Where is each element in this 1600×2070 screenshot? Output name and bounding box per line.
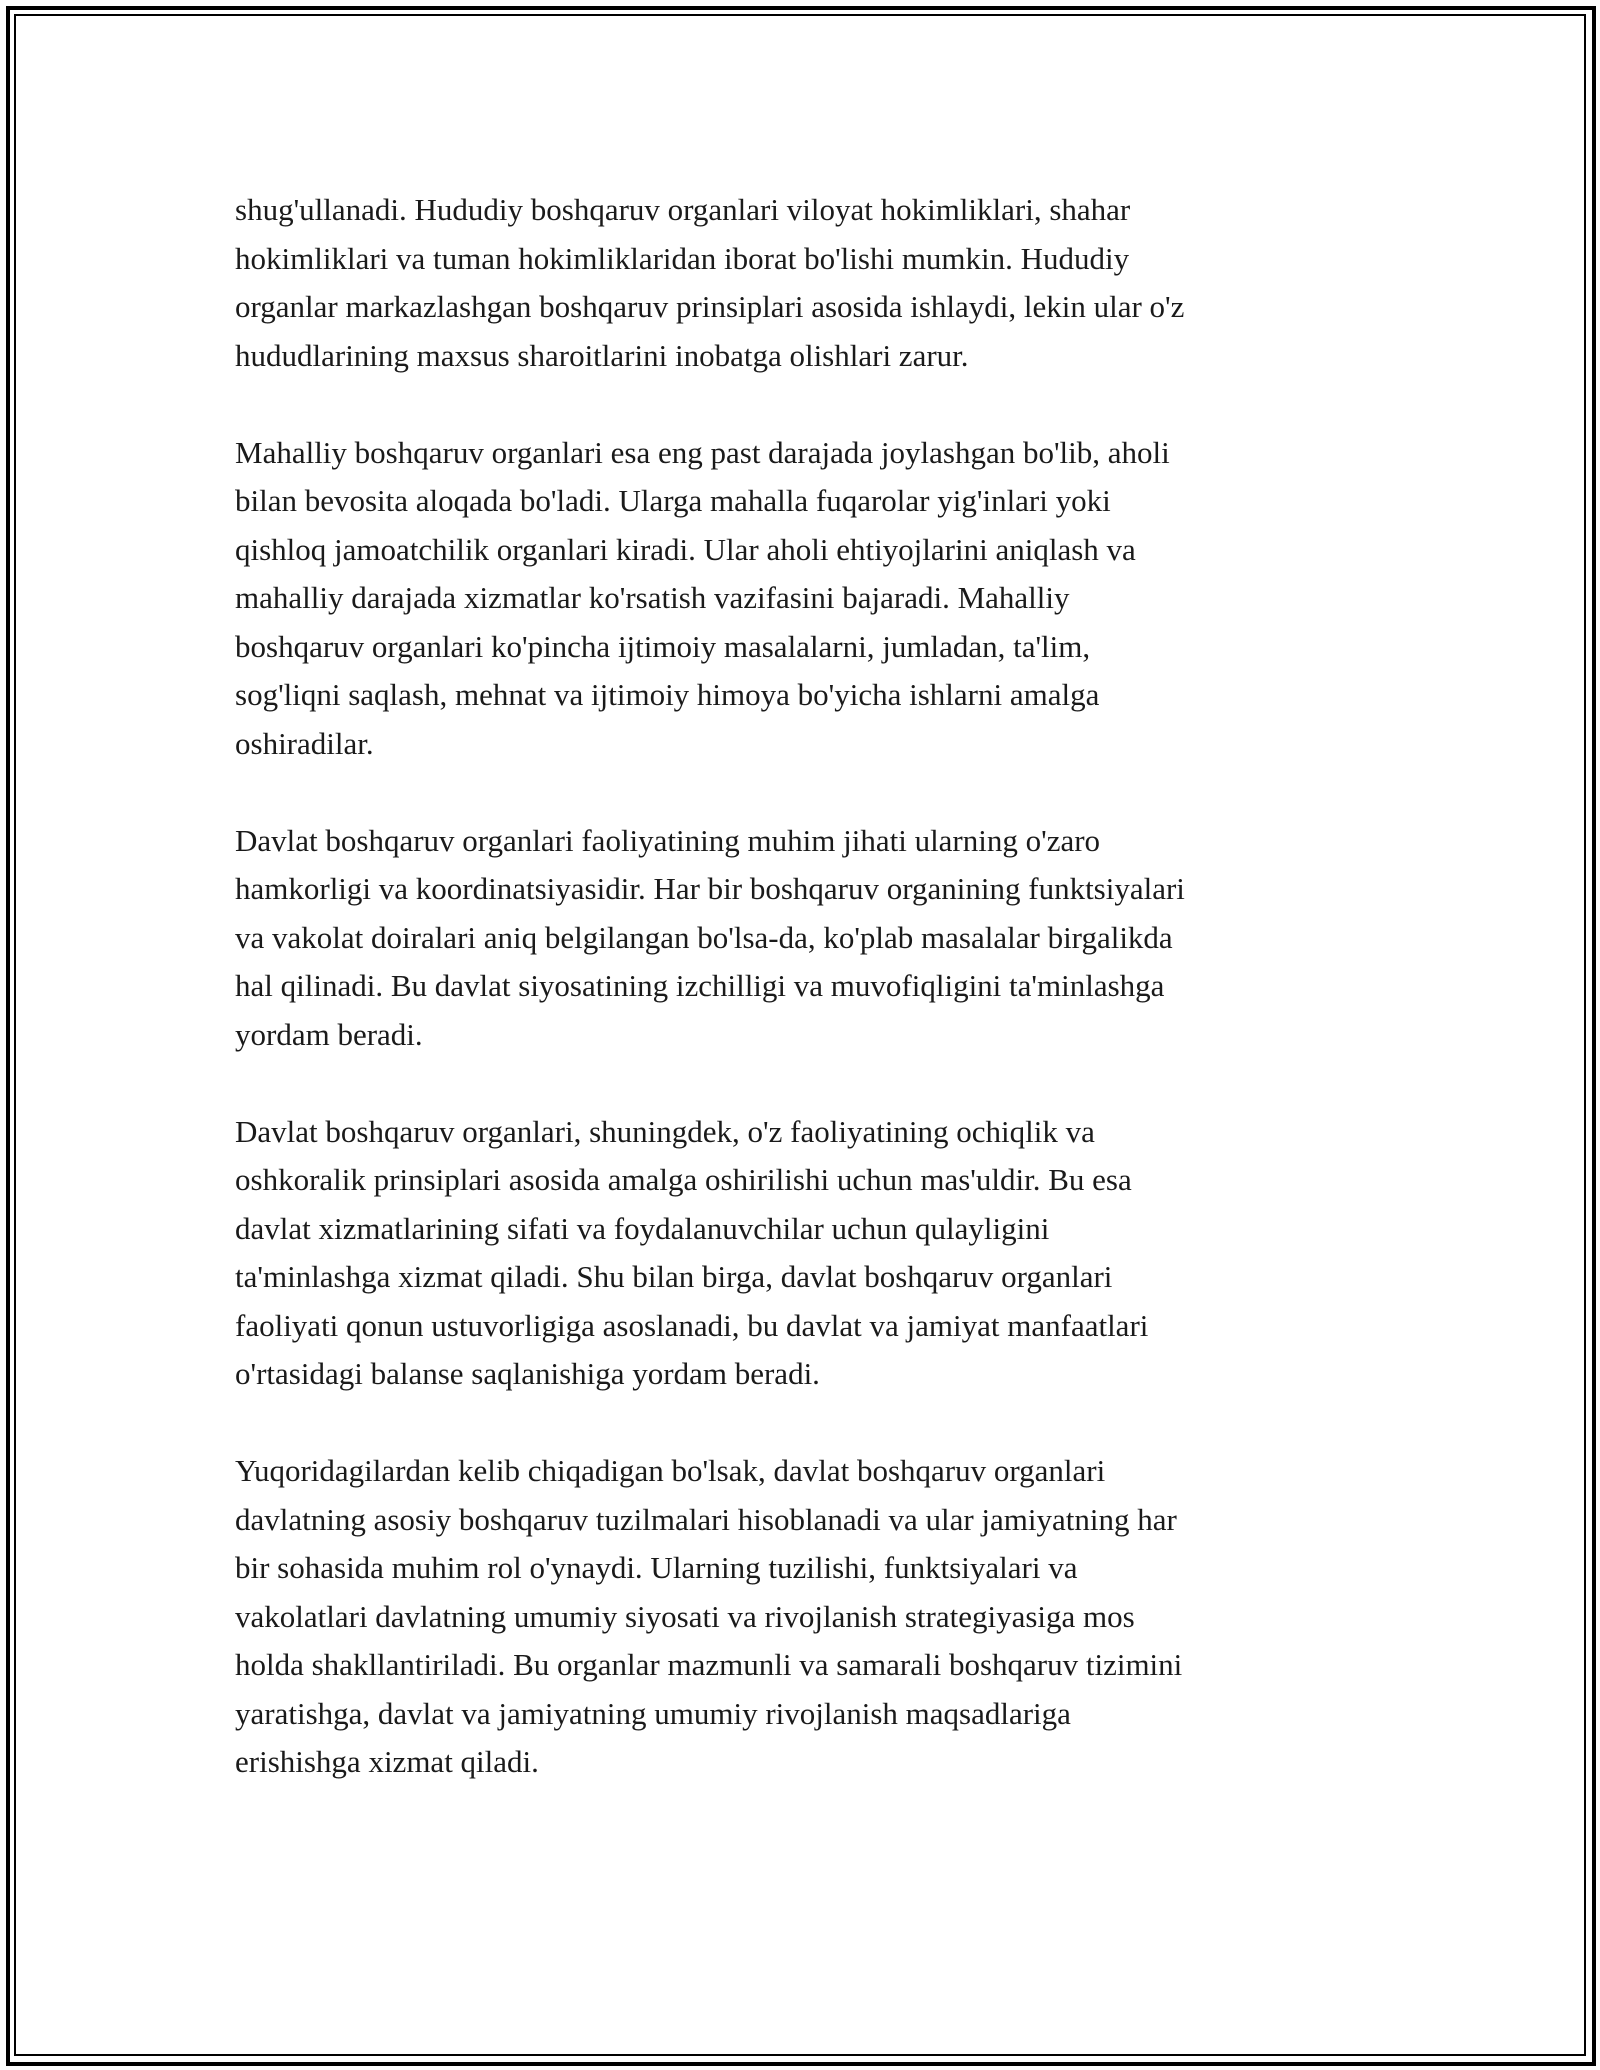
document-body [235, 186, 1370, 1787]
text-line: holda shakllantiriladi. Bu organlar mazmunli va samarali boshqaruv tizimini [235, 1647, 1183, 1682]
text-line: sog'liqni saqlash, mehnat va ijtimoiy himoya bo'yicha ishlarni amalga [235, 677, 1100, 712]
text-line: boshqaruv organlari ko'pincha ijtimoiy masalalarni, jumladan, ta'lim, [235, 628, 1091, 664]
text-line: mahalliy darajada xizmatlar ko'rsatish vazifasini bajaradi. Mahalliy [235, 580, 1070, 615]
paragraph-1 [235, 186, 1370, 380]
text-line: vakolatlari davlatning umumiy siyosati va rivojlanish strategiyasiga mos [235, 1598, 1135, 1634]
text-line: erishishga xizmat qiladi. [235, 1744, 539, 1779]
text-line: hal qilinadi. Bu davlat siyosatining izchilligi va muvofiqligini ta'minlashga [235, 968, 1165, 1003]
text-line: o'rtasidagi balanse saqlanishiga yordam beradi. [235, 1356, 820, 1391]
text-line: organlar markazlashgan boshqaruv prinsiplari asosida ishlaydi, lekin ular o'z [235, 289, 1185, 324]
text-line: Yuqoridagilardan kelib chiqadigan bo'lsak, davlat boshqaruv organlari [235, 1453, 1106, 1488]
text-line: bilan bevosita aloqada bo'ladi. Ularga mahalla fuqarolar yig'inlari yoki [235, 483, 1111, 518]
text-line: yaratishga, davlat va jamiyatning umumiy rivojlanish maqsadlariga [235, 1695, 1071, 1731]
text-line: va vakolat doiralari aniq belgilangan bo'lsa-da, ko'plab masalalar birgalikda [235, 919, 1173, 955]
paragraph-2 [235, 429, 1370, 769]
text-line: qishloq jamoatchilik organlari kiradi. Ular aholi ehtiyojlarini aniqlash va [235, 531, 1136, 567]
text-line: yordam beradi. [235, 1016, 423, 1052]
text-line: bir sohasida muhim rol o'ynaydi. Ularning tuzilishi, funktsiyalari va [235, 1550, 1078, 1585]
text-line: davlatning asosiy boshqaruv tuzilmalari hisoblanadi va ular jamiyatning har [235, 1501, 1177, 1537]
text-line: shug'ullanadi. Hududiy boshqaruv organlari viloyat hokimliklari, shahar [235, 192, 1131, 227]
paragraph-4 [235, 1108, 1370, 1399]
text-line: hamkorligi va koordinatsiyasidir. Har bir boshqaruv organining funktsiyalari [235, 871, 1185, 906]
text-line: Davlat boshqaruv organlari faoliyatining muhim jihati ularning o'zaro [235, 822, 1101, 858]
paragraph-5 [235, 1447, 1370, 1787]
text-line: ta'minlashga xizmat qiladi. Shu bilan birga, davlat boshqaruv organlari [235, 1259, 1113, 1294]
paragraph-3 [235, 817, 1370, 1060]
text-line: davlat xizmatlarining sifati va foydalanuvchilar uchun qulayligini [235, 1210, 1050, 1246]
text-line: hududlarining maxsus sharoitlarini inobatga olishlari zarur. [235, 337, 969, 373]
text-line: Mahalliy boshqaruv organlari esa eng past darajada joylashgan bo'lib, aholi [235, 434, 1170, 470]
text-line: Davlat boshqaruv organlari, shuningdek, o'z faoliyatining ochiqlik va [235, 1113, 1095, 1149]
text-line: faoliyati qonun ustuvorligiga asoslanadi, bu davlat va jamiyat manfaatlari [235, 1307, 1149, 1343]
text-line: oshkoralik prinsiplari asosida amalga oshirilishi uchun mas'uldir. Bu esa [235, 1162, 1132, 1197]
text-line: oshiradilar. [235, 725, 374, 761]
text-line: hokimliklari va tuman hokimliklaridan iborat bo'lishi mumkin. Hududiy [235, 240, 1130, 276]
